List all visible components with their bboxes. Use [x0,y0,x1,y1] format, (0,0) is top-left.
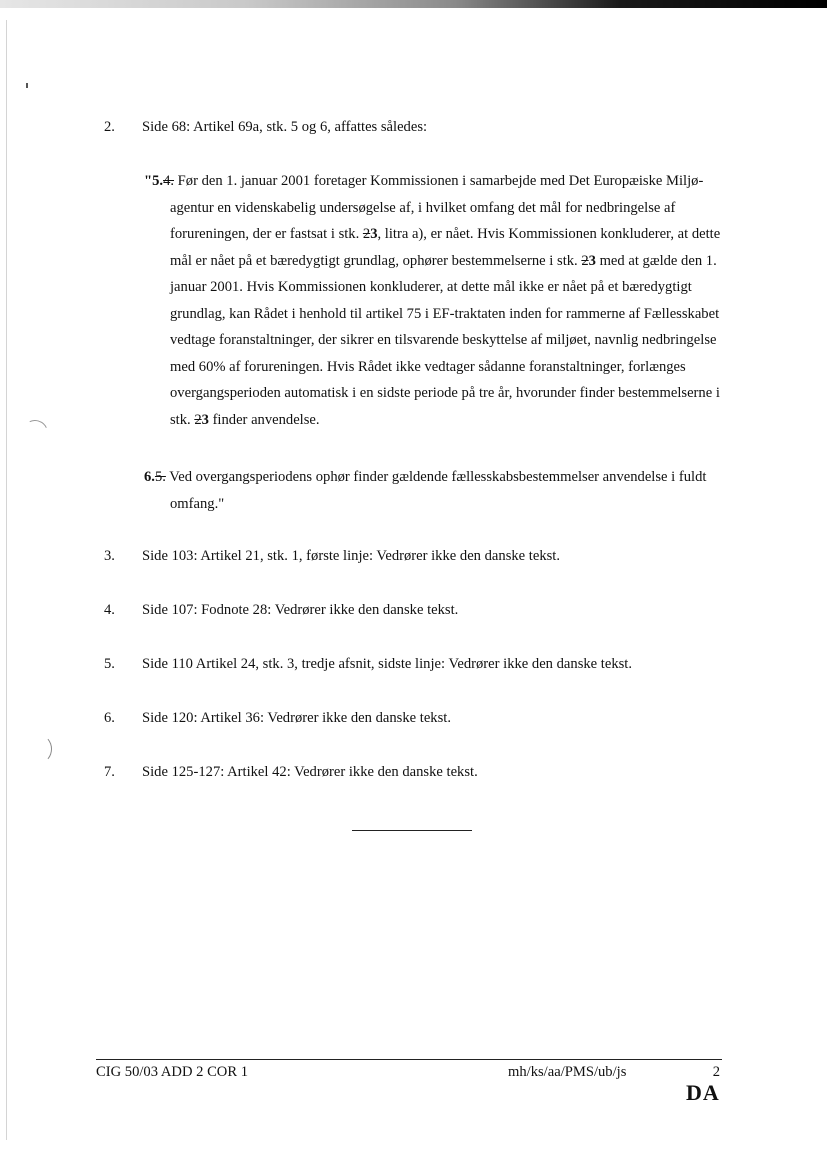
footer-doc-ref: CIG 50/03 ADD 2 COR 1 [96,1064,249,1080]
scan-border-top [0,0,827,8]
footer-initials: mh/ks/aa/PMS/ub/js [508,1064,627,1080]
footer-language-code: DA [686,1080,720,1105]
item-text: Side 110 Artikel 24, stk. 3, tredje afsnit, sidste linje: Vedrører ikke den danske tekst. [142,656,633,672]
item-number: 5. [104,656,115,672]
amendment-quote [144,464,744,517]
scan-speck [26,83,28,88]
list-item [104,114,764,141]
footer-rule [96,1059,722,1060]
item-text: Side 125-127: Artikel 42: Vedrører ikke den danske tekst. [142,764,478,780]
inserted-ref: 3 [370,226,378,242]
item-number: 2. [104,119,115,135]
paragraph-number-deleted: 5. [154,469,166,485]
section-separator [352,830,472,831]
deleted-ref: 2 [581,252,589,269]
item-number: 6. [104,710,115,726]
quote-open: " [144,173,153,189]
list-item [104,651,764,678]
item-text: Side 107: Fodnote 28: Vedrører ikke den danske tekst. [142,602,459,618]
quote-text: Før den 1. januar 2001 foretager Kommissionen i samarbejde med Det Europæiske Miljø-agentur en videnskabelig undersøgelse af, i hvilket omfang det mål for nedbringelse af forureningen, der er fastsat i stk. [170,173,704,242]
footer-page-number: 2 [712,1064,720,1080]
amendment-quote [144,168,744,433]
item-number: 4. [104,602,115,618]
quote-text: med at gælde den 1. januar 2001. Hvis Kommissionen konkluderer, at dette mål ikke er nået på et bæredygtigt grundlag, kan Rådet i henhold til artikel 75 i EF-traktaten inden for rammerne af Fællesskabet vedtage foranstaltninger, der sikrer en tilsvarende beskyttelse af miljøet, navnlig nedbringelse med 60% af forureningen. Hvis Rådet ikke vedtager sådanne foranstaltninger, forlænges overgangsperioden automatisk i en sidste periode på tre år, hvorunder finder bestemmelserne i stk. [170,252,720,428]
quote-text: Ved overgangsperiodens ophør finder gældende fællesskabsbestemmelser anvendelse i fuldt omfang." [165,469,707,512]
quote-text: , litra a), er nået. Hvis Kommissionen konkluderer, at dette mål er nået på et bæredygtigt grundlag, ophører bestemmelserne i stk. [170,226,721,269]
inserted-ref: 3 [588,252,596,269]
list-item [104,543,764,570]
deleted-ref: 2 [362,226,371,242]
paragraph-number-new: 6. [144,469,155,485]
item-number: 3. [104,548,115,564]
quote-paragraph-5 [144,168,744,433]
item-number: 7. [104,764,115,780]
scan-border-left [6,20,7,1140]
deleted-ref: 2 [194,411,202,428]
inserted-ref: 3 [201,411,209,428]
item-text: Side 120: Artikel 36: Vedrører ikke den danske tekst. [142,710,451,726]
paragraph-number-new: 5. [152,173,164,189]
scan-artifact [18,416,51,449]
item-text: Side 68: Artikel 69a, stk. 5 og 6, affattes således: [142,119,428,135]
list-item [104,597,764,624]
item-text: Side 103: Artikel 21, stk. 1, første linje: Vedrører ikke den danske tekst. [142,548,561,564]
quote-text: finder anvendelse. [208,411,320,428]
scan-artifact [28,735,52,763]
paragraph-number-deleted: 4. [163,173,175,189]
quote-paragraph-6 [144,464,744,517]
list-item [104,705,764,732]
list-item [104,759,764,786]
